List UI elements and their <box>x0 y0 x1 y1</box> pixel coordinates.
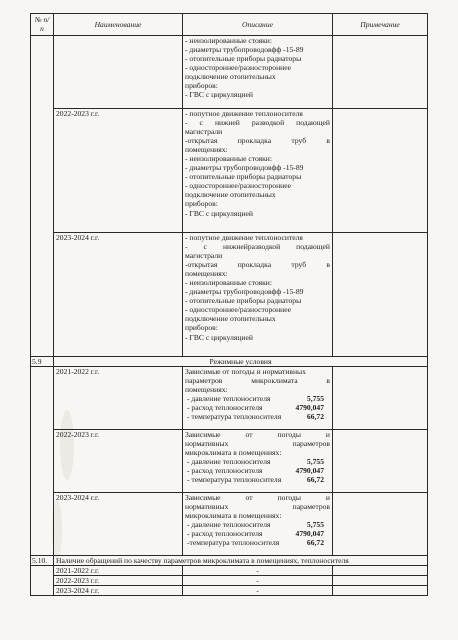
table-row <box>31 233 428 357</box>
period-cell: 2023-2024 г.г. <box>54 233 183 357</box>
section-header-row <box>31 556 428 566</box>
table-row <box>31 493 428 556</box>
header-name: Наименование <box>54 14 183 36</box>
flow-param: - расход теплоносителя 4790,047 <box>187 466 324 476</box>
description-cell: - попутное движение теплоносителя - с нижнейразводкой подающей магистрали -открытая прокладка труб в помещениях: - неизолированные стояки: - диаметры трубопроводовфф -15-89 - отопительные приборы радиаторы - одностороннее/разностороннее подключение отопительных приборов: - ГВС с циркуляцией <box>183 233 333 357</box>
note-cell <box>333 36 428 109</box>
period-cell: 2022-2023 г.г. <box>54 109 183 233</box>
row-num-empty <box>31 36 54 357</box>
table-row <box>31 109 428 233</box>
pressure-param: - давление теплоносителя 5,755 <box>187 394 324 404</box>
section-header-row <box>31 357 428 367</box>
note-cell <box>333 586 428 596</box>
period-cell: 2022-2023 г.г. <box>54 430 183 493</box>
period-cell: 2022-2023 г.г. <box>54 576 183 586</box>
heating-spec-table <box>30 13 428 596</box>
note-cell <box>333 493 428 556</box>
period-cell: 2021-2022 г.г. <box>54 566 183 576</box>
description-cell: Зависимые от погоды и нормативных параметров микроклимата в помещениях: - давление теплоносителя 5,755 - расход теплоносителя 4790,047 - температура теплоносителя 66,72 <box>183 367 333 430</box>
note-cell <box>333 566 428 576</box>
note-cell <box>333 109 428 233</box>
header-description: Описание <box>183 14 333 36</box>
description-cell: Зависимые от погоды и нормативных параметров микроклимата в помещениях: - давление теплоносителя 5,755 - расход теплоносителя 4790,047 - температура теплоносителя 66,72 <box>183 430 333 493</box>
description-cell: - неизолированные стояки: - диаметры трубопроводовфф -15-89 - отопительные приборы радиаторы - одностороннее/разностороннее подключение отопительных приборов: - ГВС с циркуляцией <box>183 36 333 109</box>
description-cell: Зависимые от погоды и нормативных параметров микроклимата в помещениях: - давление теплоносителя 5,755 - расход теплоносителя 4790,047 -температура теплоносителя 66,72 <box>183 493 333 556</box>
appeal-value: - <box>183 566 333 576</box>
period-cell: 2023-2024 г.г. <box>54 586 183 596</box>
table-row <box>31 586 428 596</box>
header-note: Примечание <box>333 14 428 36</box>
temperature-param: - температура теплоносителя 66,72 <box>187 412 324 422</box>
note-cell <box>333 367 428 430</box>
pressure-param: - давление теплоносителя 5,755 <box>187 520 324 530</box>
temperature-param: -температура теплоносителя 66,72 <box>187 538 324 548</box>
flow-param: - расход теплоносителя 4790,047 <box>187 529 324 539</box>
param-list <box>185 520 330 547</box>
table-row <box>31 576 428 586</box>
appeal-value: - <box>183 576 333 586</box>
param-list <box>185 394 330 421</box>
section-title: Режимные условия <box>54 357 428 367</box>
flow-param: - расход теплоносителя 4790,047 <box>187 403 324 413</box>
section-number: 5.10. <box>31 556 54 566</box>
table-row <box>31 36 428 109</box>
section-number: 5.9 <box>31 357 54 367</box>
period-cell: 2021-2022 г.г. <box>54 367 183 430</box>
row-num-empty <box>31 367 54 556</box>
period-cell-empty <box>54 36 183 109</box>
temperature-param: - температура теплоносителя 66,72 <box>187 475 324 485</box>
header-num: № п/п <box>31 14 54 36</box>
description-cell: - попутное движение теплоносителя - с нижней разводкой подающей магистрали -открытая прокладка труб в помещениях: - неизолированные стояки: - диаметры трубопроводовфф -15-89 - отопительные приборы радиаторы - одностороннее/разностороннее подключение отопительных приборов: - ГВС с циркуляцией <box>183 109 333 233</box>
table-row <box>31 430 428 493</box>
table-header-row <box>31 14 428 36</box>
table-row <box>31 367 428 430</box>
section-title: Наличие обращений по качеству параметров микроклимата в помещениях, теплоносителя <box>54 556 428 566</box>
table-row <box>31 566 428 576</box>
period-cell: 2023-2024 г.г. <box>54 493 183 556</box>
pressure-param: - давление теплоносителя 5,755 <box>187 457 324 467</box>
param-list <box>185 457 330 484</box>
row-num-empty <box>31 566 54 596</box>
note-cell <box>333 576 428 586</box>
note-cell <box>333 430 428 493</box>
note-cell <box>333 233 428 357</box>
appeal-value: - <box>183 586 333 596</box>
